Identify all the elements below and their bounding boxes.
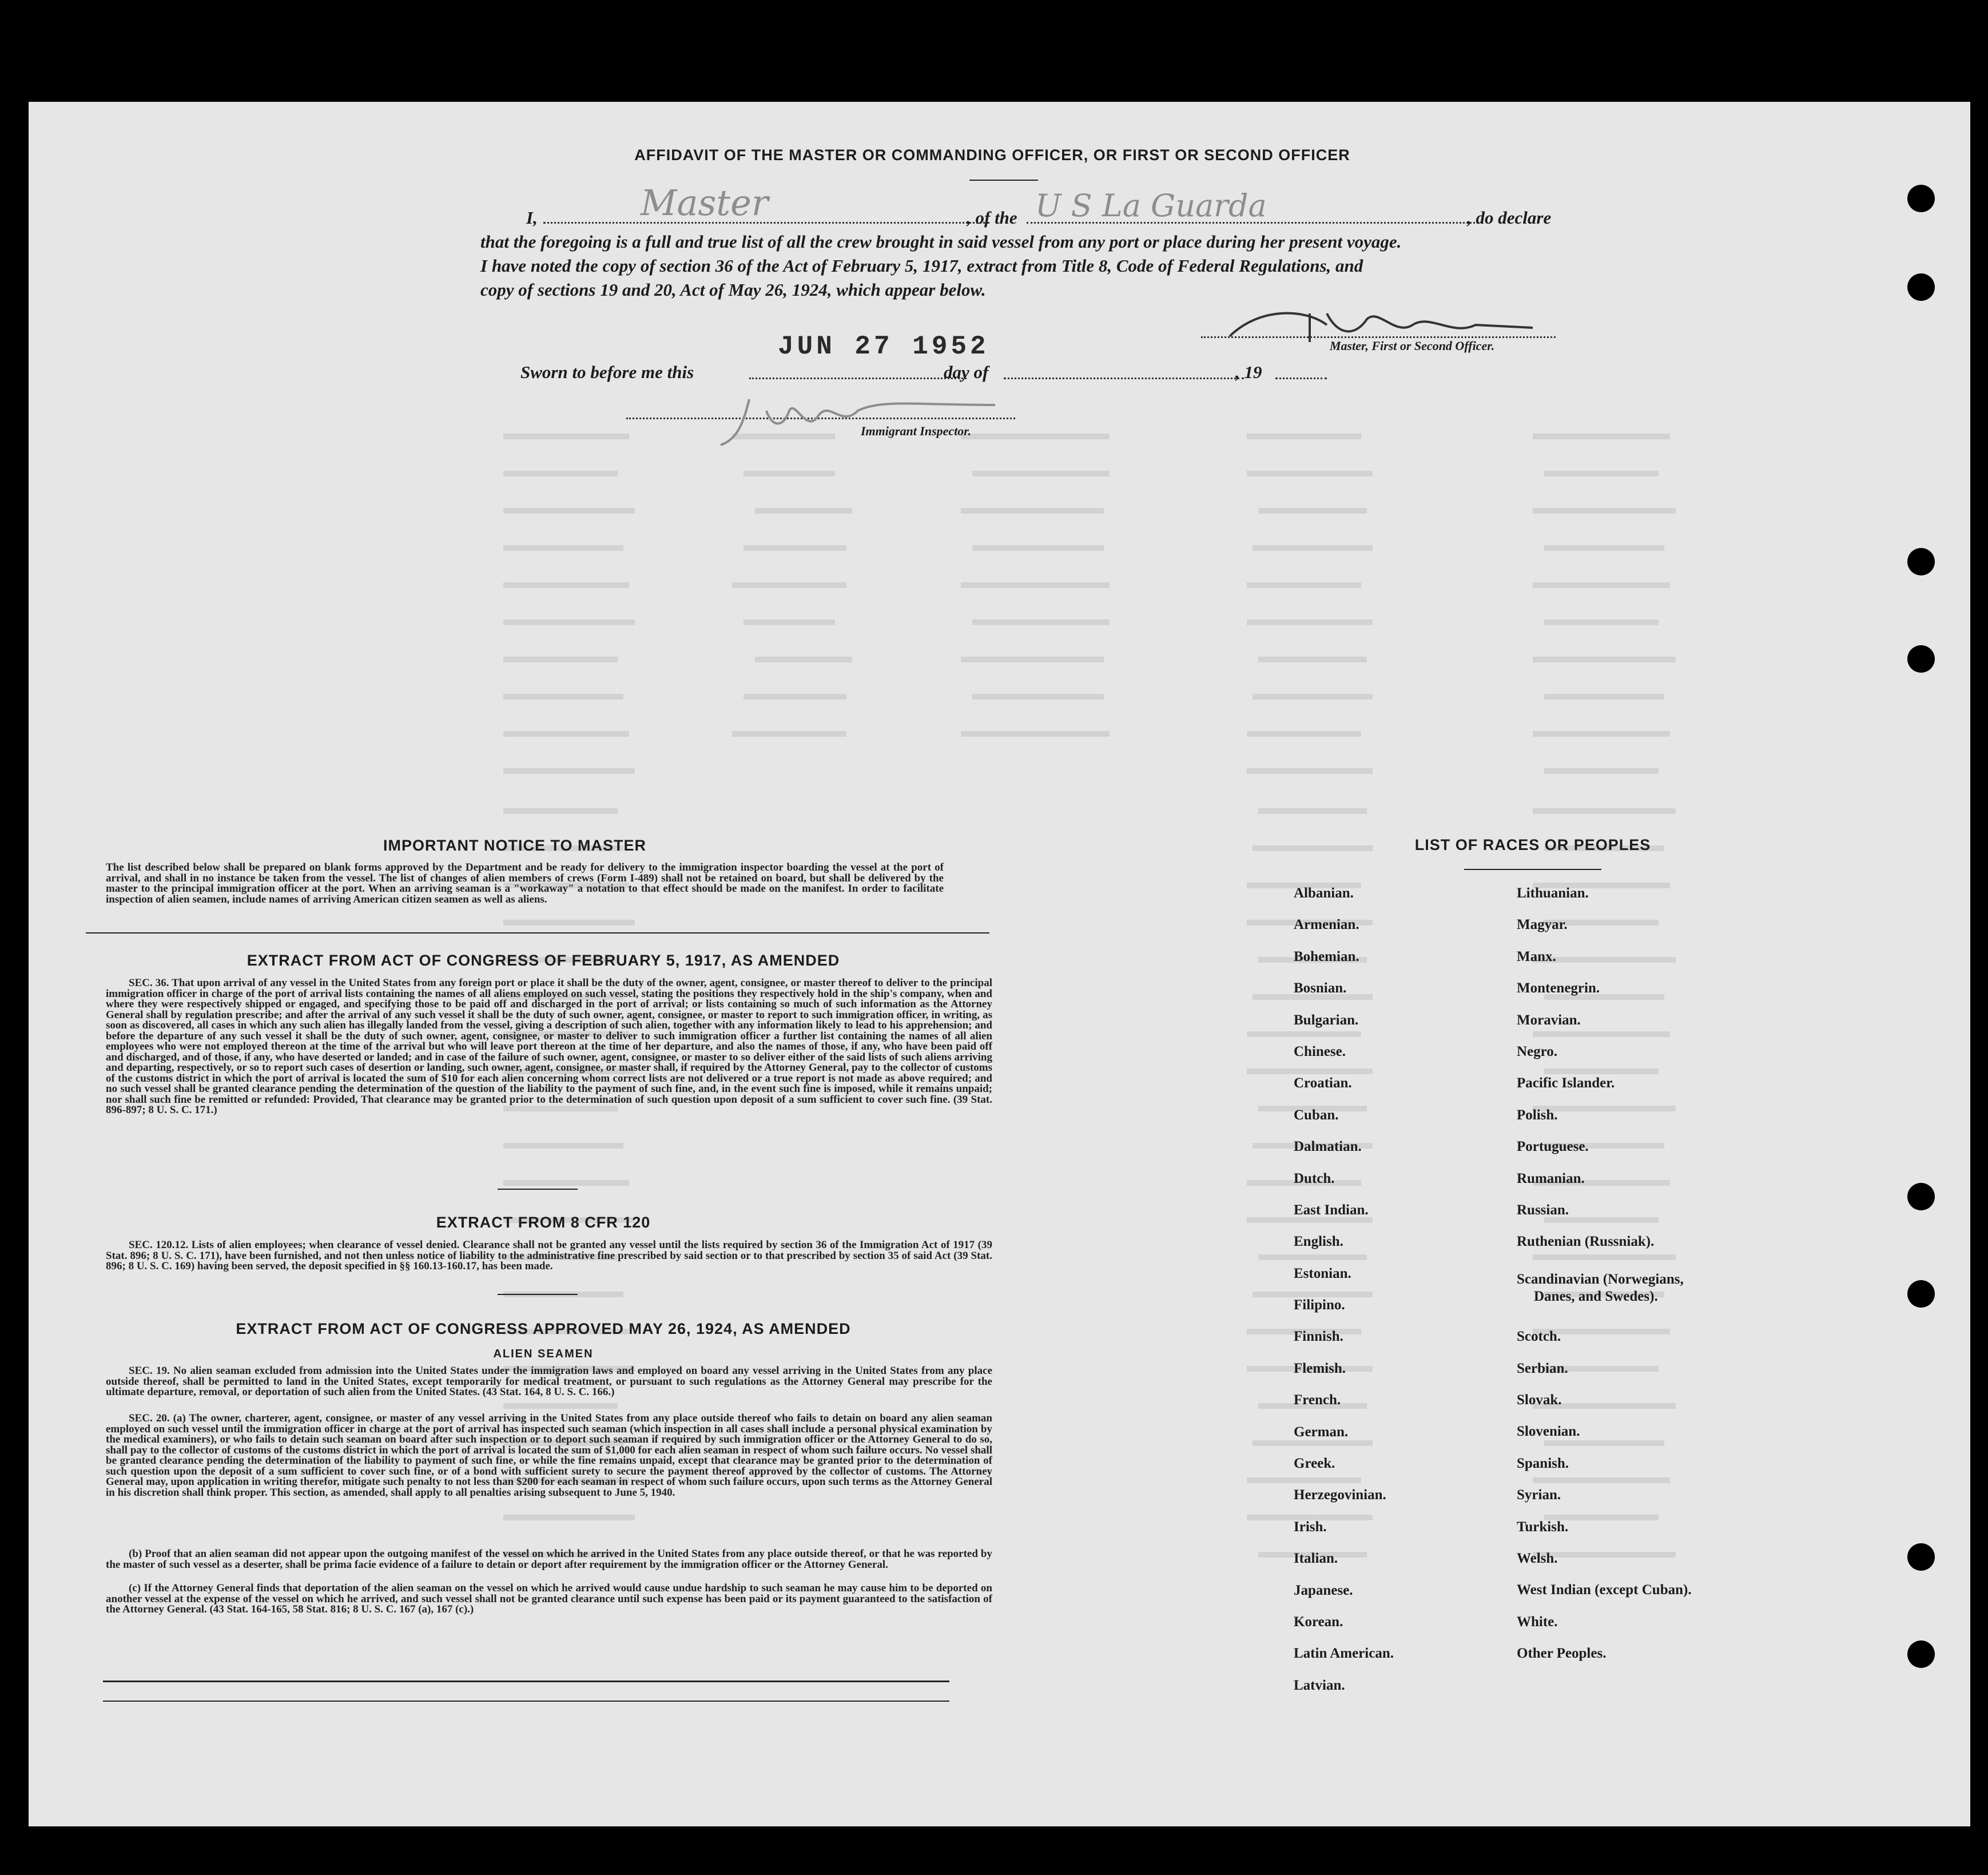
sworn-day-of: day of [944,362,989,382]
extract-1924-sec19: SEC. 19. No alien seaman excluded from admission into the United States under the immigration laws and employed on board any vessel arriving in the United States from any place outside thereof, shall be permitted to land in the United States, except temporarily for medical treatment, or pursuant to such regulations as the Attorney General may prescribe for the ultimate departure, removal, or deportation of such alien from the United States. (43 Stat. 164, 8 U. S. C. 166.) [106,1365,992,1398]
race-item: Manx. [1517,948,1556,964]
punch-hole [1907,1280,1935,1308]
punch-hole [1907,273,1935,301]
race-item: Danes, and Swedes). [1534,1289,1658,1305]
race-item: Rumanian. [1517,1170,1585,1186]
sworn-year-prefix: , 19 [1235,362,1262,382]
punch-hole [1907,185,1935,212]
race-item: Slovenian. [1517,1424,1580,1440]
punch-hole [1907,645,1935,673]
extract-1917-text: SEC. 36. That upon arrival of any vessel in the United States from any foreign port or place it shall be the duty of the owner, agent, consignee, or master thereof to deliver to the principal immigration officer in charge of the port of arrival lists containing the names of all aliens employed on such vessel, stating the positions they respectively hold in the ship's company, when and where they were respectively shipped or engaged, and specifying those to be paid off and discharged in the port of arrival; or lists containing so much of such information as the Attorney General shall by regulation prescribe; and after the arrival of any such vessel it shall be the duty of such owner, agent, consignee, or master to report to such immigration officer, in writing, as soon as discovered, all cases in which any such alien has illegally landed from the vessel, giving a description of such alien, together with any information likely to lead to his apprehension; and before the departure of any such vessel it shall be the duty of such owner, agent, consignee, or master to deliver to such immigration officer a further list containing the names of all alien employees who were not employed thereon at the time of the arrival but who will leave port thereon at the time of her departure, and also the names of those, if any, who have been paid off and discharged, and of those, if any, who have deserted or landed; and in case of the failure of such owner, agent, consignee, or master to so deliver either of the said lists of such aliens arriving and departing, respectively, or so to report such cases of desertion or landing, such owner, agent, consignee, or master shall, if required by the Attorney General, pay to the collector of customs of the customs district in which the port of arrival is located the sum of $10 for each alien concerning whom correct lists are not delivered or a true report is not made as above required; and no such vessel shall be granted clearance pending the determination of the question of the liability to the payment of such fine, and, in the event such fine is imposed, while it remains unpaid; nor shall such fine be remitted or refunded: Provided, That clearance may be granted prior to the determination of such question upon deposit of a sum sufficient to cover such fine. (39 Stat. 896-897; 8 U. S. C. 171.) [106,977,992,1116]
document-page [29,102,1970,1826]
bottom-rule-2 [103,1701,949,1702]
race-item: Spanish. [1517,1455,1569,1471]
race-item: Slovak. [1517,1392,1562,1408]
race-item: Montenegrin. [1517,980,1600,996]
race-item: Syrian. [1517,1487,1561,1503]
sworn-month-blank [1004,378,1244,379]
extract-cfr-title: EXTRACT FROM 8 CFR 120 [436,1214,651,1231]
sworn-prefix: Sworn to before me this [520,362,694,382]
extract-1924-sec20c: (c) If the Attorney General finds that deportation of the alien seaman on the vessel on which he arrived would cause undue hardship to such seaman he may cause him to be deported on another vessel at the expense of the vessel on which he arrived, and such vessel shall not be granted clearance until such expense has been paid or its payment guaranteed to the satisfaction of the Attorney General. (43 Stat. 164-165, 58 Stat. 816; 8 U. S. C. 167 (a), 167 (c).) [106,1582,992,1615]
affidavit-title: AFFIDAVIT OF THE MASTER OR COMMANDING OFFICER, OR FIRST OR SECOND OFFICER [634,146,1350,164]
race-item: Italian. [1294,1551,1338,1567]
race-item: Herzegovinian. [1294,1487,1386,1503]
extract-1924-sec20b: (b) Proof that an alien seaman did not appear upon the outgoing manifest of the vessel on which he arrived in the United States from any place outside thereof, or that he was reported by the master of such vessel as a deserter, shall be prima facie evidence of a failure to detain or deport after requirement by the immigration officer or the Attorney General. [106,1548,992,1571]
race-item: German. [1294,1424,1349,1440]
races-title-underline [1464,869,1601,870]
race-item: West Indian (except Cuban). [1517,1582,1692,1598]
races-column-1 [1294,885,1394,1709]
race-item: Portuguese. [1517,1139,1589,1155]
race-item: Filipino. [1294,1297,1345,1313]
race-item: Bosnian. [1294,980,1347,996]
race-item: Serbian. [1517,1360,1568,1376]
race-item: White. [1517,1614,1558,1630]
declaration-line-3: I have noted the copy of section 36 of the Act of February 5, 1917, extract from Title 8, Code of Federal Regulations, and [480,256,1363,276]
race-item: English. [1294,1234,1343,1250]
race-item: French. [1294,1392,1341,1408]
race-item: Cuban. [1294,1107,1339,1123]
punch-hole [1907,548,1935,575]
races-column-2 [1517,885,1692,1678]
bottom-rule-1 [103,1681,949,1682]
race-item: Bohemian. [1294,948,1359,964]
extract-1924-sec20a: SEC. 20. (a) The owner, charterer, agent, consignee, or master of any vessel arriving in the United States from any place outside thereof who fails to detain on board any alien seaman employed on such vessel until the immigration officer in charge at the port of arrival has inspected such seaman (which inspection in all cases shall include a personal physical examination by the medical examiners), or who fails to detain such seaman on board after such inspection or to deport such seaman if required by such immigration officer or the Attorney General to do so, shall pay to the collector of customs of the customs district in which the port of arrival is located the sum of $1,000 for each alien seaman in respect of whom such failure occurs. No vessel shall be granted clearance pending the determination of the liability to payment of such fine, or while the fine remains unpaid, except that clearance may be granted prior to the determination of such question upon the deposit of a sum sufficient to cover such fine, or of a bond with sufficient surety to secure the payment thereof approved by the collector of customs. The Attorney General may, upon application in writing therefor, mitigate such penalty to not less than $200 for each seaman in respect of whom such failure occurs, upon such terms as the Attorney General in his discretion shall think proper. This section, as amended, shall apply to all penalties arising subsequent to June 5, 1940. [106,1412,992,1499]
declaration-i: I, [526,208,538,228]
extract-1917-divider [498,1189,578,1190]
race-item: Lithuanian. [1517,885,1589,901]
race-item: Dalmatian. [1294,1139,1362,1155]
race-item: Greek. [1294,1456,1335,1472]
race-item: Bulgarian. [1294,1012,1359,1028]
race-item: Latin American. [1294,1646,1394,1662]
race-item: Negro. [1517,1043,1558,1059]
handwritten-vessel: U S La Guarda [1035,188,1267,224]
race-item: Flemish. [1294,1360,1346,1376]
extract-1924-title: EXTRACT FROM ACT OF CONGRESS APPROVED MAY 26, 1924, AS AMENDED [236,1320,851,1337]
title-underline [969,180,1038,181]
races-title: LIST OF RACES OR PEOPLES [1414,836,1651,853]
race-item: Turkish. [1517,1519,1569,1535]
handwritten-name: Master [641,182,769,224]
race-item: Russian. [1517,1202,1569,1218]
race-item: Pacific Islander. [1517,1075,1615,1091]
punch-hole [1907,1543,1935,1571]
inspector-label: Immigrant Inspector. [861,424,972,438]
race-item: Estonian. [1294,1265,1351,1281]
race-item: Dutch. [1294,1170,1335,1186]
race-item: Albanian. [1294,885,1354,901]
race-item: East Indian. [1294,1202,1369,1218]
race-item: Scotch. [1517,1329,1561,1345]
notice-divider [86,932,989,933]
race-item: Croatian. [1294,1075,1352,1091]
race-item: Japanese. [1294,1582,1353,1598]
race-item: Finnish. [1294,1329,1343,1345]
punch-hole [1907,1183,1935,1210]
declaration-of-the: , of the [967,208,1017,228]
race-item: Ruthenian (Russniak). [1517,1234,1655,1250]
notice-title: IMPORTANT NOTICE TO MASTER [383,837,646,854]
punch-hole [1907,1640,1935,1668]
race-item: Magyar. [1517,917,1568,933]
inspector-signature [709,388,1007,451]
declaration-line-2: that the foregoing is a full and true list of all the crew brought in said vessel from any port or place during her present voyage. [480,232,1402,252]
date-stamp: JUN 27 1952 [778,332,989,362]
declaration-do-declare: , do declare [1467,208,1552,228]
declaration-line-4: copy of sections 19 and 20, Act of May 26, 1924, which appear below. [480,280,986,300]
extract-cfr-divider [498,1294,578,1295]
race-item: Polish. [1517,1107,1558,1123]
race-item: Scandinavian (Norwegians, [1517,1272,1684,1288]
race-item: Moravian. [1517,1012,1581,1028]
notice-text: The list described below shall be prepared on blank forms approved by the Department and be ready for delivery to the immigration inspector boarding the vessel at the port of arrival, and shall in no instance be taken from the vessel. The list of changes of alien members of crews (Form I-489) shall not be retained on board, but shall be delivered by the master to the principal immigration officer at the port. When an arriving seaman is a "workaway" a notation to that effect should be made on the manifest. In order to facilitate inspection of alien seamen, include names of arriving American citizen seamen as well as aliens. [106,861,944,905]
extract-1924-subtitle: ALIEN SEAMEN [493,1348,594,1360]
race-item: Armenian. [1294,917,1359,933]
race-item: Korean. [1294,1614,1343,1630]
race-item: Other Peoples. [1517,1646,1607,1662]
officer-label: Master, First or Second Officer. [1330,339,1495,353]
race-item: Irish. [1294,1519,1327,1535]
race-item: Welsh. [1517,1551,1558,1567]
race-item: Chinese. [1294,1043,1346,1059]
sworn-day-blank [749,378,967,379]
extract-cfr-text: SEC. 120.12. Lists of alien employees; when clearance of vessel denied. Clearance shall not be granted any vessel until the lists required by section 36 of the Immigration Act of 1917 (39 Stat. 896; 8 U. S. C. 171), have been furnished, and not then unless notice of liability to the administrative fine prescribed by said section or to that prescribed by section 35 of said Act (39 Stat. 896; 8 U. S. C. 169) having been served, the deposit specified in §§ 160.13-160.17, has been made. [106,1239,992,1272]
race-item: Latvian. [1294,1677,1345,1693]
extract-1917-title: EXTRACT FROM ACT OF CONGRESS OF FEBRUARY 5, 1917, AS AMENDED [246,952,840,969]
sworn-year-blank [1275,378,1327,379]
